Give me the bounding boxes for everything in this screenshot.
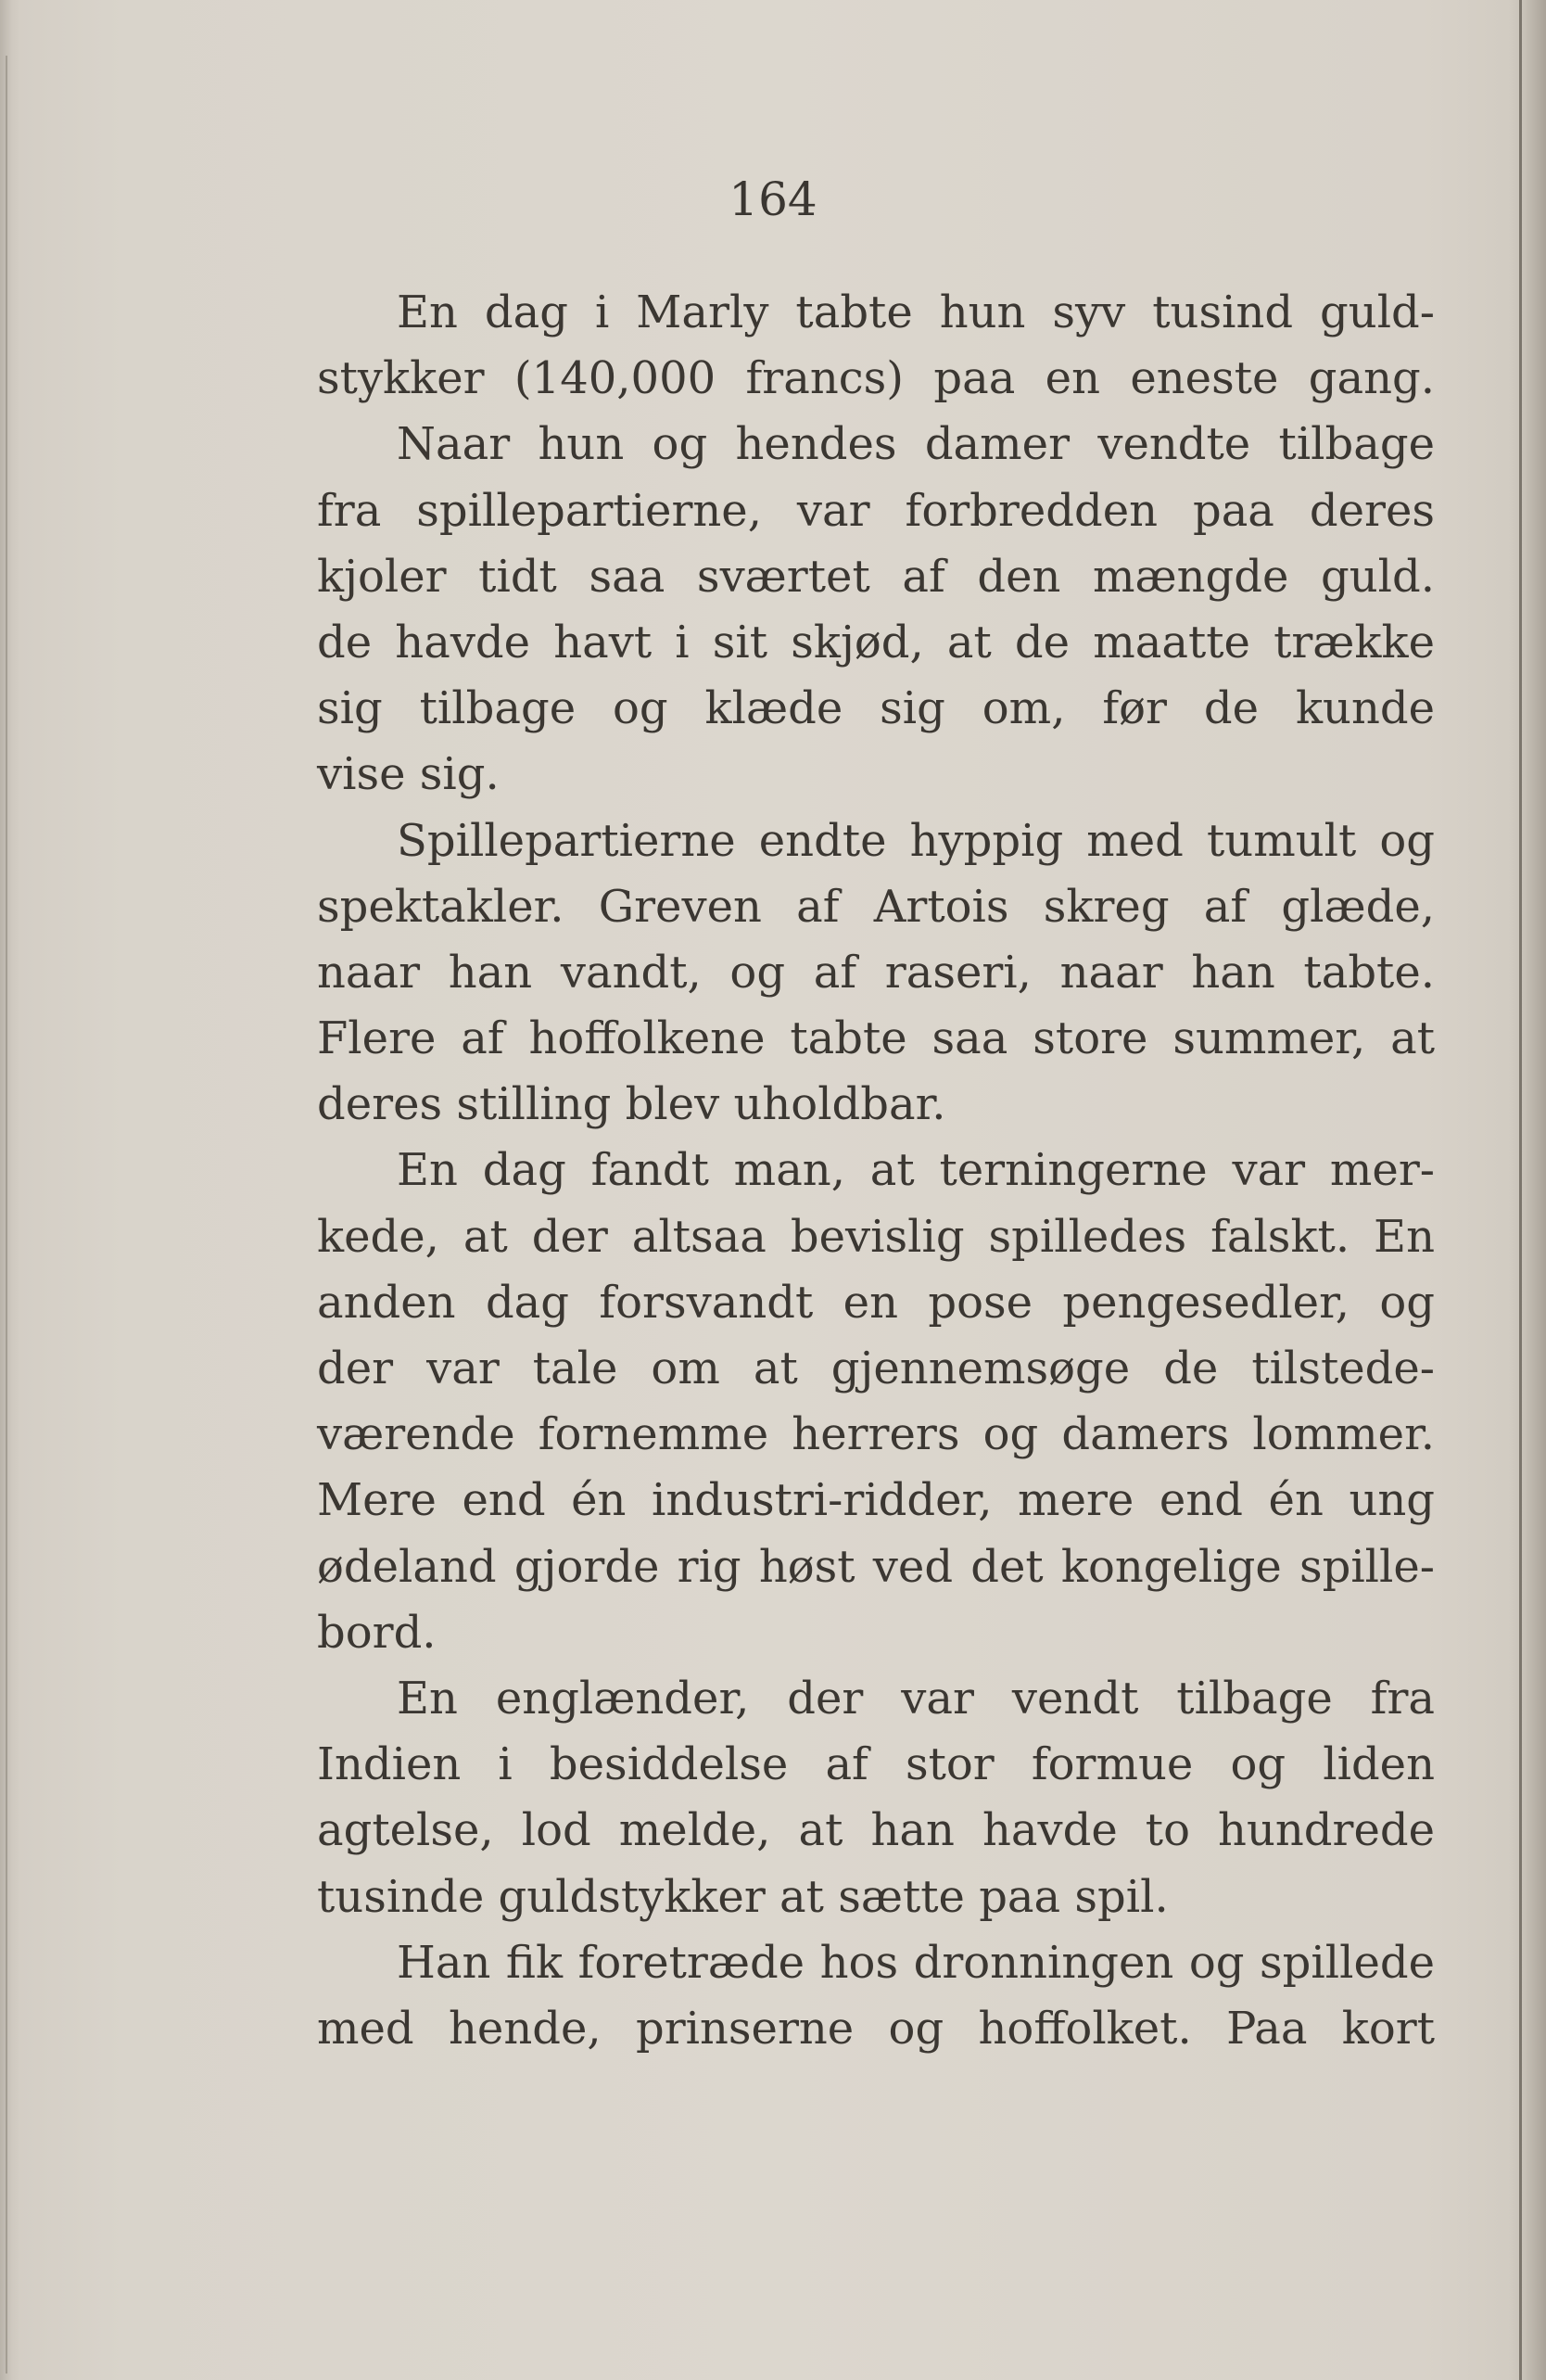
text-line: agtelse, lod melde, at han havde to hundrede bbox=[317, 1804, 1435, 1857]
text-line: tusinde guldstykker at sætte paa spil. bbox=[317, 1870, 1169, 1923]
text-line: Indien i besiddelse af stor formue og liden bbox=[317, 1738, 1435, 1791]
text-line: vise sig. bbox=[317, 748, 500, 801]
text-line: de havde havt i sit skjød, at de maatte trække bbox=[317, 616, 1435, 668]
text-line: Han fik foretræde hos dronningen og spillede bbox=[397, 1936, 1435, 1989]
text-line: der var tale om at gjennemsøge de tilstede- bbox=[317, 1343, 1435, 1394]
body-text bbox=[317, 280, 1435, 2062]
text-line: En englænder, der var vendt tilbage fra bbox=[397, 1672, 1435, 1725]
text-line: bord. bbox=[317, 1606, 437, 1659]
text-line: værende fornemme herrers og damers lommer. bbox=[317, 1408, 1435, 1461]
text-line: Naar hun og hendes damer vendte tilbage bbox=[397, 418, 1435, 471]
page-left-edge bbox=[0, 0, 20, 2380]
text-line: fra spillepartierne, var forbredden paa deres bbox=[317, 484, 1435, 537]
text-line: anden dag forsvandt en pose pengesedler, og bbox=[317, 1276, 1435, 1329]
text-line: En dag i Marly tabte hun syv tusind guld- bbox=[397, 286, 1435, 338]
text-line: sig tilbage og klæde sig om, før de kunde bbox=[317, 682, 1435, 735]
text-line: deres stilling blev uholdbar. bbox=[317, 1078, 946, 1131]
text-line: kede, at der altsaa bevislig spilledes falskt. En bbox=[317, 1210, 1435, 1263]
text-line: Flere af hoffolkene tabte saa store summer, at bbox=[317, 1012, 1435, 1065]
text-line: stykker (140,000 francs) paa en eneste gang. bbox=[317, 352, 1435, 405]
binding-shadow-line bbox=[6, 56, 7, 2374]
page-right-edge bbox=[1509, 0, 1546, 2380]
page-fold-line bbox=[1519, 0, 1522, 2380]
text-line: kjoler tidt saa sværtet af den mængde guld. bbox=[317, 550, 1435, 603]
text-line: Spillepartierne endte hyppig med tumult og bbox=[397, 814, 1435, 867]
page-number: 164 bbox=[729, 172, 817, 226]
text-line: En dag fandt man, at terningerne var mer- bbox=[397, 1144, 1435, 1197]
text-line: ødeland gjorde rig høst ved det kongelige spille- bbox=[317, 1540, 1435, 1593]
text-line: naar han vandt, og af raseri, naar han tabte. bbox=[317, 946, 1435, 999]
text-line: Mere end én industri-ridder, mere end én ung bbox=[317, 1474, 1435, 1527]
text-line: spektakler. Greven af Artois skreg af glæde, bbox=[317, 880, 1435, 933]
text-line: med hende, prinserne og hoffolket. Paa kort bbox=[317, 2002, 1435, 2055]
